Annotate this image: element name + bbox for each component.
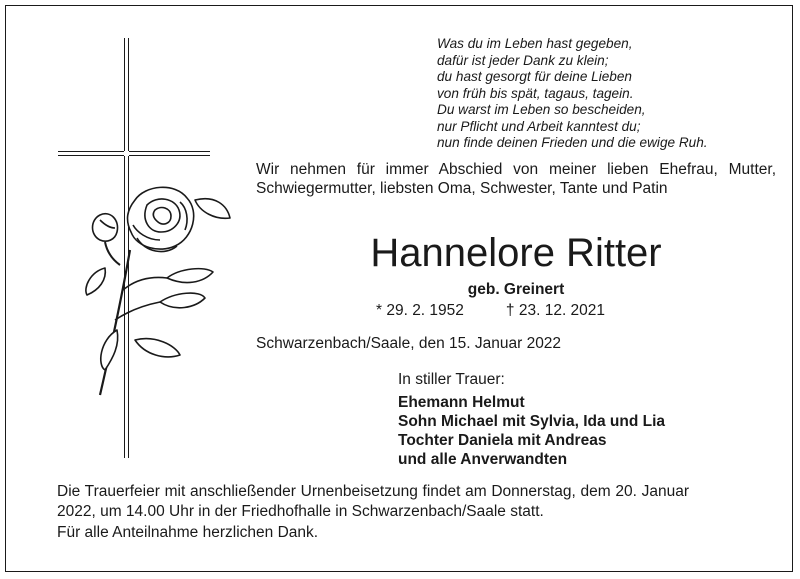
poem	[437, 36, 777, 152]
death-date: † 23. 12. 2021	[505, 302, 606, 319]
poem-line: du hast gesorgt für deine Lieben	[437, 69, 632, 84]
maiden-name: geb. Greinert	[467, 281, 565, 298]
life-dates	[376, 302, 605, 320]
mourners-label: In stiller Trauer:	[398, 371, 505, 388]
farewell-intro: Wir nehmen für immer Abschied von meiner lieben Ehefrau, Mutter, Schwiegermutter, liebsten Oma, Schwester, Tante und Patin	[256, 161, 776, 197]
mourner-name: und alle Anverwandten	[398, 451, 568, 468]
mourner-name: Sohn Michael mit Sylvia, Ida und Lia	[398, 413, 665, 430]
mourner-name: Ehemann Helmut	[398, 394, 525, 411]
poem-line: nun finde deinen Frieden und die ewige Ruh.	[437, 135, 708, 150]
thanks-note: Für alle Anteilnahme herzlichen Dank.	[57, 524, 319, 541]
poem-line: Was du im Leben hast gegeben,	[437, 36, 633, 51]
poem-line: von früh bis spät, tagaus, tagein.	[437, 85, 634, 101]
deceased-name: Hannelore Ritter	[370, 231, 662, 275]
poem-line: dafür ist jeder Dank zu klein;	[437, 52, 609, 68]
poem-line: Du warst im Leben so bescheiden,	[437, 102, 646, 117]
rose-icon	[75, 180, 235, 400]
poem-line: nur Pflicht und Arbeit kanntest du;	[437, 118, 641, 134]
service-notice: Die Trauerfeier mit anschließender Urnenbeisetzung findet am Donnerstag, dem 20. Januar 2022, um 14.00 Uhr in der Friedhofhalle in Schwarzenbach/Saale statt.	[57, 483, 689, 520]
place-and-date: Schwarzenbach/Saale, den 15. Januar 2022	[256, 335, 562, 352]
mourners-block	[398, 370, 665, 469]
mourner-name: Tochter Daniela mit Andreas	[398, 432, 607, 449]
birth-date: * 29. 2. 1952	[376, 302, 464, 319]
